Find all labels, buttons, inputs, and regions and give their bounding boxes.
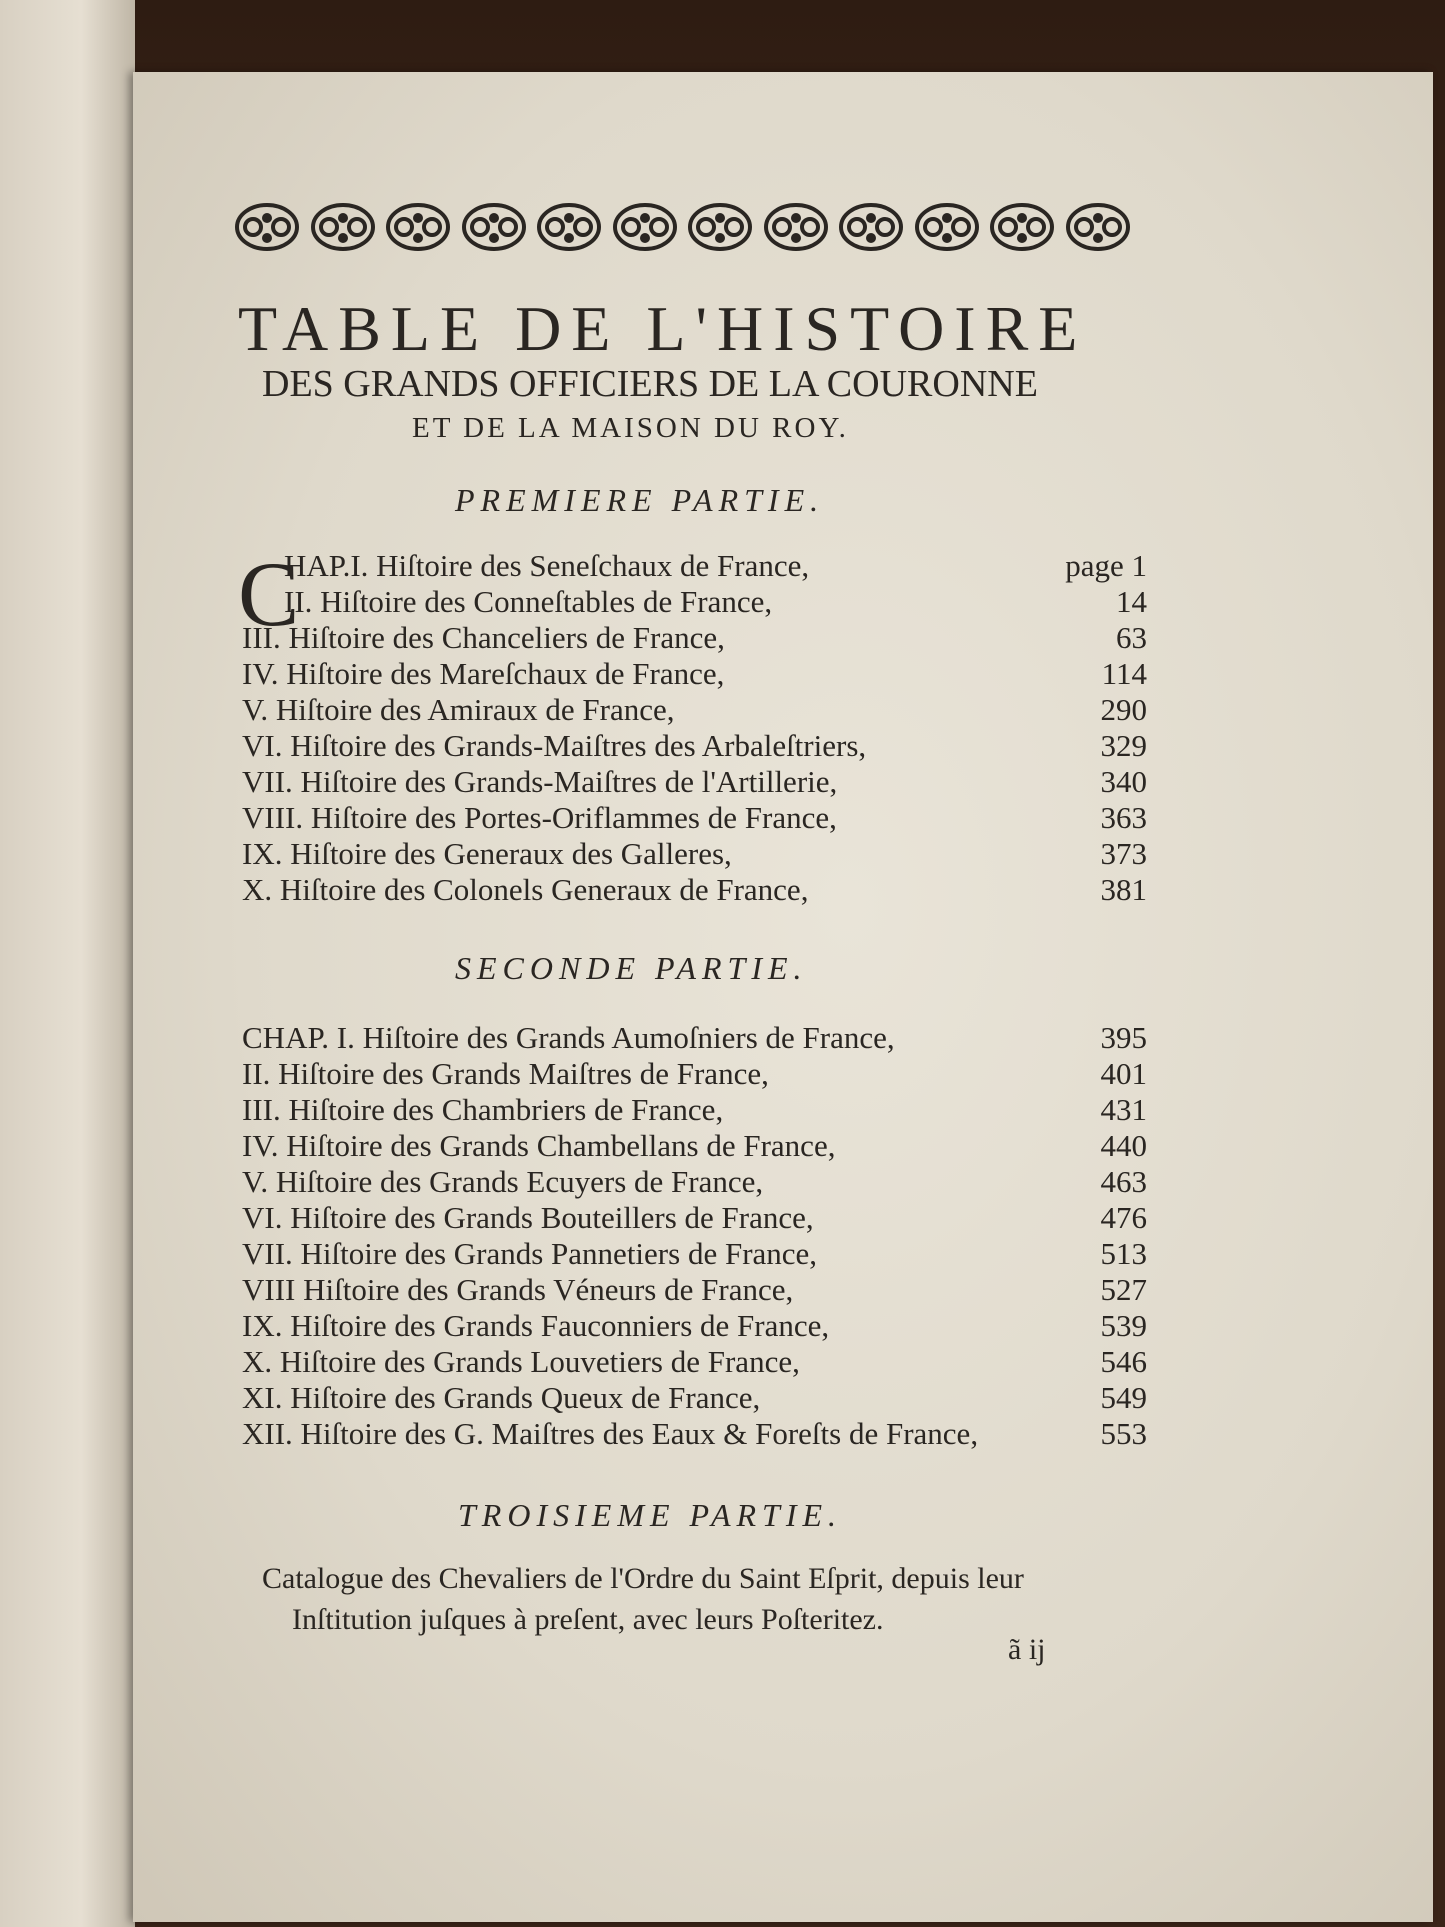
toc-entry-label: III. Hiſtoire des Chanceliers de France, — [242, 620, 725, 655]
toc-entry-page: 14 — [1116, 584, 1147, 619]
header-ornament-band — [235, 198, 1130, 256]
toc-entry — [242, 1092, 1147, 1128]
part-heading-premiere: PREMIERE PARTIE. — [455, 482, 825, 518]
toc-entry-page: 513 — [1100, 1236, 1147, 1271]
fleuron-ornament — [915, 198, 979, 256]
toc-part-2 — [242, 1020, 1147, 1452]
toc-entry — [242, 872, 1147, 908]
toc-entry — [242, 1272, 1147, 1308]
toc-entry-label: V. Hiſtoire des Grands Ecuyers de France, — [242, 1164, 764, 1199]
toc-entry — [242, 548, 1147, 584]
toc-entry-page: 329 — [1100, 728, 1147, 763]
toc-entry-page: 549 — [1100, 1380, 1147, 1415]
toc-entry — [242, 620, 1147, 656]
toc-entry-label: CHAP. I. Hiſtoire des Grands Aumoſniers de France, — [242, 1020, 895, 1055]
toc-entry-label: VIII Hiſtoire des Grands Véneurs de France, — [242, 1272, 794, 1307]
toc-entry-label: VI. Hiſtoire des Grands Bouteillers de France, — [242, 1200, 814, 1235]
toc-entry — [242, 1128, 1147, 1164]
toc-entry-label: HAP.I. Hiſtoire des Seneſchaux de France, — [284, 548, 810, 583]
fleuron-ornament — [537, 198, 601, 256]
toc-entry-page: 63 — [1116, 620, 1147, 655]
toc-entry-page: 363 — [1100, 800, 1147, 835]
subtitle-line-2: ET DE LA MAISON DU ROY. — [412, 412, 849, 444]
toc-entry-page: 539 — [1100, 1308, 1147, 1343]
toc-entry-label: X. Hiſtoire des Grands Louvetiers de France, — [242, 1344, 800, 1379]
fleuron-ornament — [1066, 198, 1130, 256]
catalogue-text-line-1: Catalogue des Chevaliers de l'Ordre du Saint Eſprit, depuis leur — [262, 1562, 1024, 1595]
toc-entry-label: III. Hiſtoire des Chambriers de France, — [242, 1092, 724, 1127]
toc-entry — [242, 1164, 1147, 1200]
toc-part-1 — [242, 548, 1147, 908]
toc-entry-page: 527 — [1100, 1272, 1147, 1307]
fleuron-ornament — [990, 198, 1054, 256]
toc-entry-label: IV. Hiſtoire des Mareſchaux de France, — [242, 656, 725, 691]
toc-entry — [242, 800, 1147, 836]
toc-entry-page: 440 — [1100, 1128, 1147, 1163]
toc-entry-page: 290 — [1100, 692, 1147, 727]
toc-entry — [242, 656, 1147, 692]
toc-entry-page: 373 — [1100, 836, 1147, 871]
fleuron-ornament — [235, 198, 299, 256]
toc-entry — [242, 1200, 1147, 1236]
fleuron-ornament — [386, 198, 450, 256]
toc-entry-label: II. Hiſtoire des Conneſtables de France, — [284, 584, 773, 619]
toc-entry-page: page 1 — [1065, 548, 1147, 583]
fleuron-ornament — [688, 198, 752, 256]
toc-entry-label: II. Hiſtoire des Grands Maiſtres de France, — [242, 1056, 769, 1091]
part-heading-seconde: SECONDE PARTIE. — [455, 950, 808, 986]
toc-entry-label: XI. Hiſtoire des Grands Queux de France, — [242, 1380, 761, 1415]
toc-entry — [242, 1020, 1147, 1056]
toc-entry — [242, 584, 1147, 620]
toc-entry — [242, 1416, 1147, 1452]
toc-entry — [242, 1308, 1147, 1344]
toc-entry-page: 553 — [1100, 1416, 1147, 1451]
toc-entry-label: IX. Hiſtoire des Grands Fauconniers de France, — [242, 1308, 830, 1343]
toc-entry — [242, 836, 1147, 872]
toc-entry — [242, 764, 1147, 800]
toc-entry — [242, 728, 1147, 764]
toc-entry-label: X. Hiſtoire des Colonels Generaux de France, — [242, 872, 809, 907]
toc-entry — [242, 1236, 1147, 1272]
toc-entry — [242, 1344, 1147, 1380]
toc-entry-page: 114 — [1101, 656, 1147, 691]
fleuron-ornament — [613, 198, 677, 256]
toc-entry-page: 476 — [1100, 1200, 1147, 1235]
toc-entry-label: VII. Hiſtoire des Grands-Maiſtres de l'Artillerie, — [242, 764, 838, 799]
drop-cap: C — [238, 543, 300, 645]
toc-entry-page: 431 — [1100, 1092, 1147, 1127]
toc-entry-page: 381 — [1100, 872, 1147, 907]
fleuron-ornament — [311, 198, 375, 256]
toc-entry-label: IV. Hiſtoire des Grands Chambellans de France, — [242, 1128, 836, 1163]
toc-entry-label: VI. Hiſtoire des Grands-Maiſtres des Arbaleſtriers, — [242, 728, 867, 763]
part-heading-troisieme: TROISIEME PARTIE. — [458, 1497, 843, 1533]
toc-entry-page: 463 — [1100, 1164, 1147, 1199]
fleuron-ornament — [839, 198, 903, 256]
toc-entry-label: XII. Hiſtoire des G. Maiſtres des Eaux & Foreſts de France, — [242, 1416, 979, 1451]
toc-entry-page: 340 — [1100, 764, 1147, 799]
toc-entry-label: IX. Hiſtoire des Generaux des Galleres, — [242, 836, 732, 871]
toc-entry — [242, 692, 1147, 728]
toc-entry-label: V. Hiſtoire des Amiraux de France, — [242, 692, 675, 727]
toc-entry — [242, 1056, 1147, 1092]
signature-mark: ã ij — [1008, 1633, 1046, 1666]
toc-entry-label: VII. Hiſtoire des Grands Pannetiers de France, — [242, 1236, 818, 1271]
page-title: TABLE DE L'HISTOIRE — [238, 293, 1088, 364]
subtitle-line-1: DES GRANDS OFFICIERS DE LA COURONNE — [262, 363, 1038, 405]
toc-entry — [242, 1380, 1147, 1416]
facing-page-edge — [0, 0, 135, 1927]
fleuron-ornament — [764, 198, 828, 256]
toc-entry-page: 546 — [1100, 1344, 1147, 1379]
catalogue-text-line-2: Inſtitution juſques à preſent, avec leurs Poſteritez. — [292, 1603, 884, 1636]
toc-entry-page: 401 — [1100, 1056, 1147, 1091]
toc-entry-label: VIII. Hiſtoire des Portes-Oriflammes de France, — [242, 800, 837, 835]
toc-entry-page: 395 — [1100, 1020, 1147, 1055]
fleuron-ornament — [462, 198, 526, 256]
